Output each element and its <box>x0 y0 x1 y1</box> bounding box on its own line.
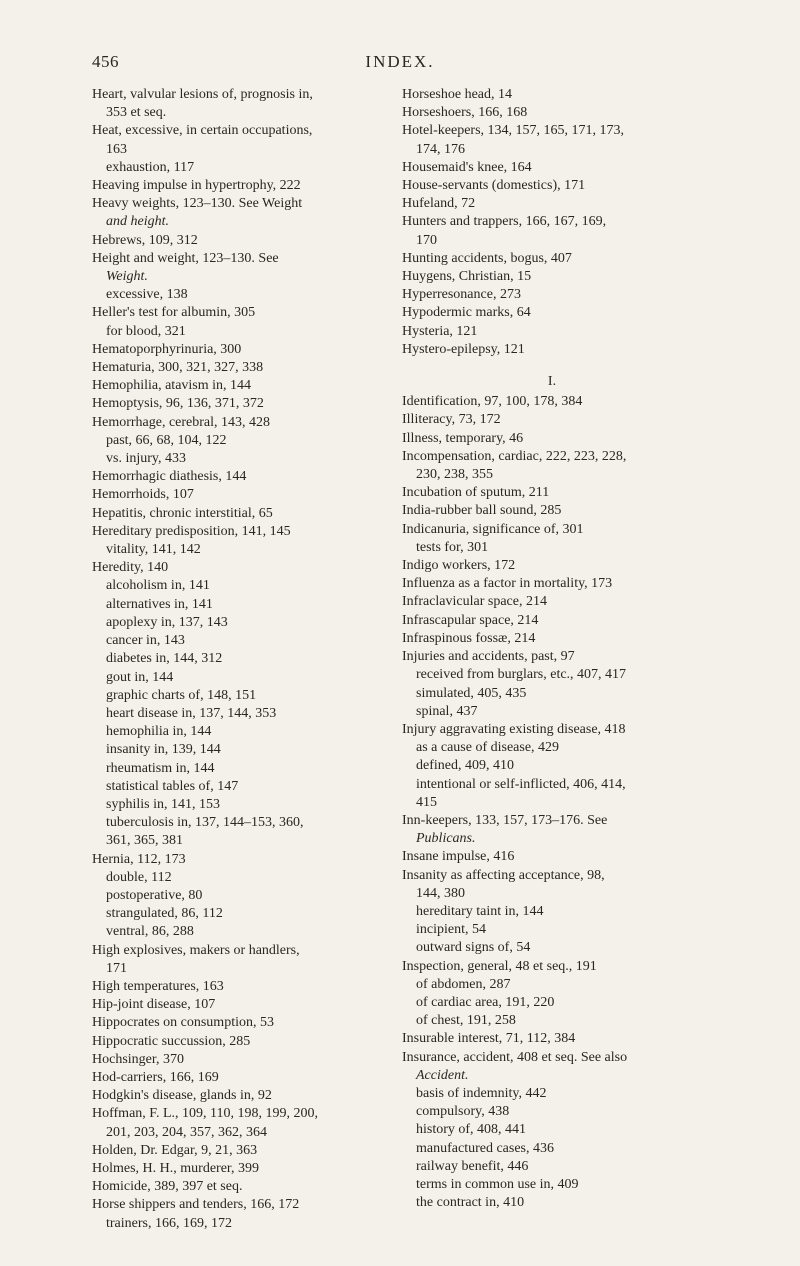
index-entry: Hereditary predisposition, 141, 145 <box>92 523 291 539</box>
index-entry: Insurable interest, 71, 112, 384 <box>402 1031 576 1047</box>
index-entry: vitality, 141, 142 <box>106 542 201 558</box>
index-entry: Weight. <box>106 269 148 285</box>
index-entry: tests for, 301 <box>416 539 489 555</box>
index-entry: Insane impulse, 416 <box>402 849 515 865</box>
index-column-left <box>92 86 392 1233</box>
index-entry: Hemoptysis, 96, 136, 371, 372 <box>92 396 264 412</box>
index-entry: 144, 380 <box>416 885 465 901</box>
index-entry: of abdomen, 287 <box>416 976 511 992</box>
index-entry: 174, 176 <box>416 141 465 157</box>
index-entry: the contract in, 410 <box>416 1195 525 1211</box>
index-entry: High explosives, makers or handlers, <box>92 942 300 958</box>
index-entry: Height and weight, 123–130. See <box>92 250 279 266</box>
index-entry: Illiteracy, 73, 172 <box>402 412 501 428</box>
index-entry: 415 <box>416 794 437 810</box>
index-entry: Hunters and trappers, 166, 167, 169, <box>402 214 607 230</box>
index-entry: manufactured cases, 436 <box>416 1140 554 1156</box>
index-entry: Identification, 97, 100, 178, 384 <box>402 394 583 410</box>
index-entry: Publicans. <box>416 831 476 847</box>
index-entry: 361, 365, 381 <box>106 833 183 849</box>
index-entry: as a cause of disease, 429 <box>416 740 560 756</box>
index-entry: Hernia, 112, 173 <box>92 851 186 867</box>
index-entry: Hemorrhagic diathesis, 144 <box>92 469 247 485</box>
index-entry: Heart, valvular lesions of, prognosis in, <box>92 87 313 102</box>
index-entry: 170 <box>416 232 437 248</box>
index-entry: Hepatitis, chronic interstitial, 65 <box>92 505 273 521</box>
index-entry: exhaustion, 117 <box>106 159 195 175</box>
index-entry: terms in common use in, 409 <box>416 1176 579 1192</box>
index-entry: Hematuria, 300, 321, 327, 338 <box>92 360 264 376</box>
index-entry: vs. injury, 433 <box>106 451 186 467</box>
index-entry: insanity in, 139, 144 <box>106 742 221 758</box>
index-entry: defined, 409, 410 <box>416 758 514 774</box>
index-entry: simulated, 405, 435 <box>416 685 527 701</box>
index-entry: statistical tables of, 147 <box>106 778 239 794</box>
index-entry: spinal, 437 <box>416 703 478 719</box>
index-entry: Horseshoe head, 14 <box>402 87 513 102</box>
index-entry: postoperative, 80 <box>106 887 203 903</box>
index-entry: of cardiac area, 191, 220 <box>416 994 555 1010</box>
page-title: INDEX. <box>365 52 435 71</box>
index-entry: cancer in, 143 <box>106 633 185 649</box>
index-entry: outward signs of, 54 <box>416 940 531 956</box>
index-entry: Heavy weights, 123–130. See Weight <box>92 196 303 212</box>
index-entry: Hippocratic succussion, 285 <box>92 1033 251 1049</box>
index-entry: railway benefit, 446 <box>416 1158 529 1174</box>
index-entry: trainers, 166, 169, 172 <box>106 1215 232 1231</box>
index-entry: Indigo workers, 172 <box>402 558 516 574</box>
index-entry: rheumatism in, 144 <box>106 760 215 776</box>
index-entry: Influenza as a factor in mortality, 173 <box>402 576 613 592</box>
index-entry: basis of indemnity, 442 <box>416 1085 547 1101</box>
section-letter-heading: I. <box>547 374 557 390</box>
index-entry: Heller's test for albumin, 305 <box>92 305 256 321</box>
index-entry: Hoffman, F. L., 109, 110, 198, 199, 200, <box>92 1106 318 1122</box>
index-entry: 163 <box>106 141 127 157</box>
index-entry: Infrascapular space, 214 <box>402 612 539 628</box>
index-entry: High temperatures, 163 <box>92 978 224 994</box>
index-entry: Incubation of sputum, 211 <box>402 485 550 501</box>
index-entry: ventral, 86, 288 <box>106 924 194 940</box>
index-entry: 230, 238, 355 <box>416 467 493 483</box>
index-entry: Hysteria, 121 <box>402 323 478 339</box>
index-entry: Hyperresonance, 273 <box>402 287 521 303</box>
index-entry: history of, 408, 441 <box>416 1122 527 1138</box>
index-entry: Hystero-epilepsy, 121 <box>402 341 525 357</box>
index-entry: of chest, 191, 258 <box>416 1013 516 1029</box>
index-entry: Heat, excessive, in certain occupations, <box>92 123 313 139</box>
index-entry: Incompensation, cardiac, 222, 223, 228, <box>402 448 627 464</box>
index-entry: Horseshoers, 166, 168 <box>402 105 528 121</box>
index-entry: Hod-carriers, 166, 169 <box>92 1069 219 1085</box>
index-entry: and height. <box>106 214 169 230</box>
index-entry: Insurance, accident, 408 et seq. See also <box>402 1049 628 1065</box>
index-entry: Injuries and accidents, past, 97 <box>402 649 575 665</box>
index-entry: Heaving impulse in hypertrophy, 222 <box>92 178 301 194</box>
index-entry: Hippocrates on consumption, 53 <box>92 1015 274 1031</box>
index-entry: Insanity as affecting acceptance, 98, <box>402 867 605 883</box>
index-entry: Hodgkin's disease, glands in, 92 <box>92 1088 272 1104</box>
index-entry: Holden, Dr. Edgar, 9, 21, 363 <box>92 1142 258 1158</box>
index-entry: Indicanuria, significance of, 301 <box>402 521 584 537</box>
index-entry: heart disease in, 137, 144, 353 <box>106 705 277 721</box>
index-entry: strangulated, 86, 112 <box>106 906 223 922</box>
index-entry: diabetes in, 144, 312 <box>106 651 223 667</box>
index-entry: Hemophilia, atavism in, 144 <box>92 378 252 394</box>
index-entry: Heredity, 140 <box>92 560 169 576</box>
index-entry: Huygens, Christian, 15 <box>402 269 532 285</box>
index-entry: tuberculosis in, 137, 144–153, 360, <box>106 815 304 831</box>
index-entry: Inn-keepers, 133, 157, 173–176. See <box>402 812 608 828</box>
index-entry: 353 et seq. <box>106 105 167 121</box>
index-entry: Inspection, general, 48 et seq., 191 <box>402 958 597 974</box>
index-entry: syphilis in, 141, 153 <box>106 796 220 812</box>
index-entry: apoplexy in, 137, 143 <box>106 614 228 630</box>
index-entry: gout in, 144 <box>106 669 174 685</box>
index-entry: 171 <box>106 960 127 976</box>
index-entry: Injury aggravating existing disease, 418 <box>402 721 626 737</box>
index-entry: excessive, 138 <box>106 287 188 303</box>
index-entry: India-rubber ball sound, 285 <box>402 503 562 519</box>
index-entry: Hypodermic marks, 64 <box>402 305 531 321</box>
index-entry: alcoholism in, 141 <box>106 578 210 594</box>
index-entry: incipient, 54 <box>416 922 486 938</box>
index-entry: intentional or self-inflicted, 406, 414, <box>416 776 626 792</box>
index-entry: Horse shippers and tenders, 166, 172 <box>92 1197 300 1213</box>
index-entry: Accident. <box>416 1067 469 1083</box>
index-entry: received from burglars, etc., 407, 417 <box>416 667 627 683</box>
index-entry: Homicide, 389, 397 et seq. <box>92 1179 243 1195</box>
index-entry: Housemaid's knee, 164 <box>402 159 532 175</box>
index-entry: Hunting accidents, bogus, 407 <box>402 250 572 266</box>
index-entry: 201, 203, 204, 357, 362, 364 <box>106 1124 267 1140</box>
index-entry: Hotel-keepers, 134, 157, 165, 171, 173, <box>402 123 625 139</box>
index-entry: for blood, 321 <box>106 323 186 339</box>
index-entry: past, 66, 68, 104, 122 <box>106 432 227 448</box>
index-entry: Holmes, H. H., murderer, 399 <box>92 1160 260 1176</box>
index-entry: House-servants (domestics), 171 <box>402 178 586 194</box>
index-entry: compulsory, 438 <box>416 1104 510 1120</box>
page-header <box>0 52 800 76</box>
index-column-right <box>402 86 702 1212</box>
index-entry: Hufeland, 72 <box>402 196 476 212</box>
index-entry: Hebrews, 109, 312 <box>92 232 198 248</box>
index-entry: Hochsinger, 370 <box>92 1051 184 1067</box>
page-number: 456 <box>92 52 119 71</box>
index-entry: Illness, temporary, 46 <box>402 430 524 446</box>
index-entry: Hemorrhoids, 107 <box>92 487 194 503</box>
index-entry: graphic charts of, 148, 151 <box>106 687 257 703</box>
index-entry: Infraclavicular space, 214 <box>402 594 547 610</box>
index-entry: hereditary taint in, 144 <box>416 903 544 919</box>
index-entry: Hip-joint disease, 107 <box>92 997 216 1013</box>
index-entry: Hematoporphyrinuria, 300 <box>92 341 242 357</box>
index-entry: double, 112 <box>106 869 172 885</box>
index-entry: Infraspinous fossæ, 214 <box>402 630 536 646</box>
index-entry: hemophilia in, 144 <box>106 724 212 740</box>
index-entry: alternatives in, 141 <box>106 596 213 612</box>
index-entry: Hemorrhage, cerebral, 143, 428 <box>92 414 271 430</box>
